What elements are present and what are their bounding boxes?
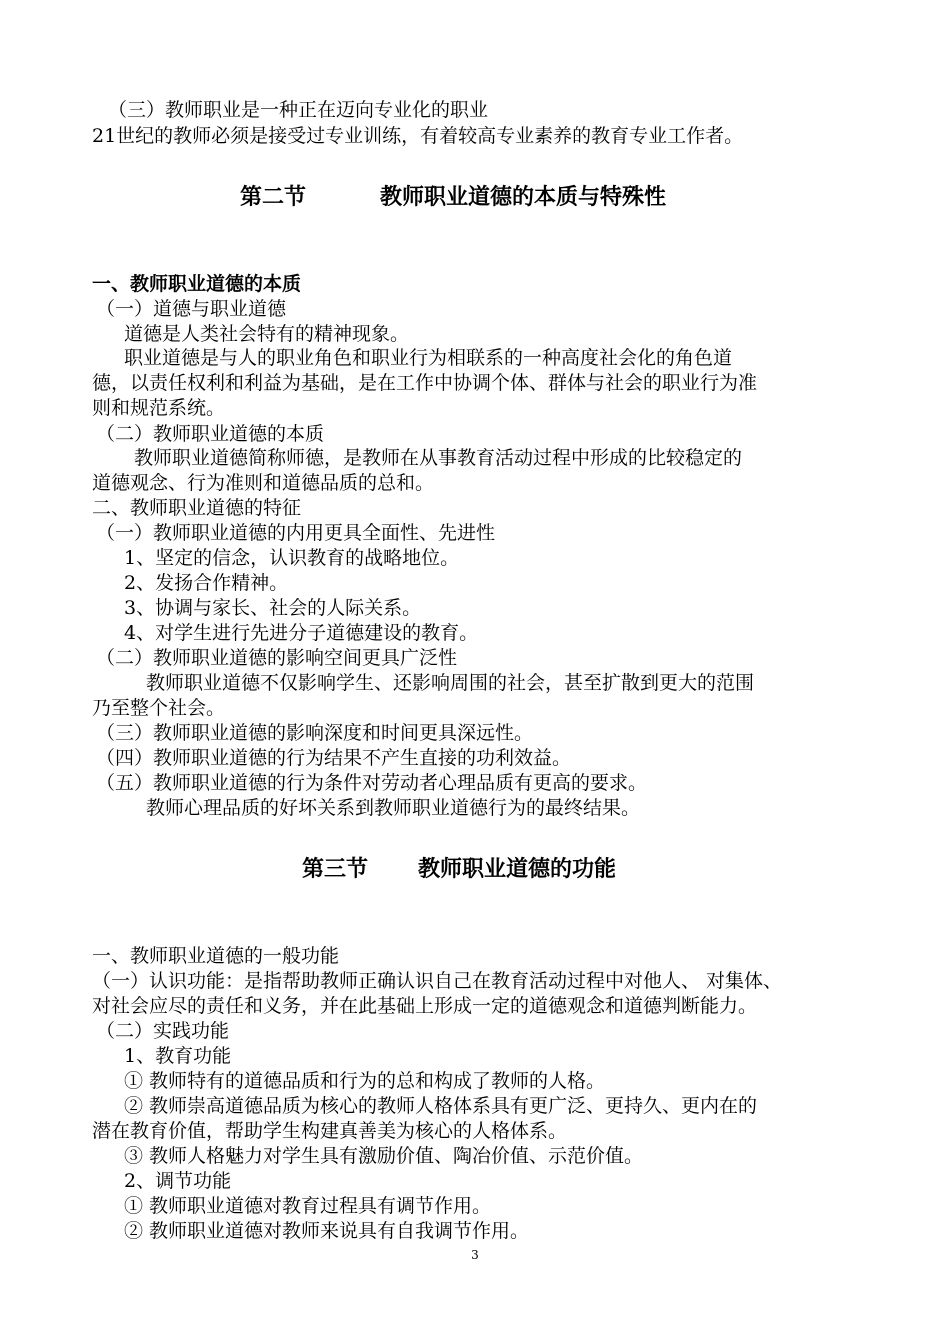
heading-level1: 一、教师职业道德的本质 (92, 273, 302, 295)
text-line: 教师心理品质的好坏关系到教师职业道德行为的最终结果。 (146, 797, 641, 819)
list-item: ① 教师职业道德对教育过程具有调节作用。 (124, 1195, 492, 1217)
list-item: 4、对学生进行先进分子道德建设的教育。 (124, 622, 479, 644)
text-line: 一、教师职业道德的一般功能 (92, 945, 340, 967)
text-line: （三）教师职业是一种正在迈向专业化的职业 (108, 99, 489, 121)
text-line: （一）道德与职业道德 (96, 298, 287, 320)
list-item: 2、发扬合作精神。 (124, 572, 289, 594)
text-line: 德，以责任权利和利益为基础，是在工作中协调个体、群体与社会的职业行为准 (92, 372, 758, 394)
text-line: 职业道德是与人的职业角色和职业行为相联系的一种高度社会化的角色道 (124, 347, 733, 369)
text-line: 对社会应尽的责任和义务，并在此基础上形成一定的道德观念和道德判断能力。 (92, 995, 758, 1017)
section-number: 第二节 (240, 185, 307, 210)
text-line: 二、教师职业道德的特征 (92, 497, 302, 519)
list-item: 1、坚定的信念，认识教育的战略地位。 (124, 547, 460, 569)
section-title: 教师职业道德的本质与特殊性 (380, 185, 667, 210)
list-item: 1、教育功能 (124, 1045, 232, 1067)
text-line: （四）教师职业道德的行为结果不产生直接的功利效益。 (96, 747, 572, 769)
list-item: ① 教师特有的道德品质和行为的总和构成了教师的人格。 (124, 1070, 606, 1092)
section-number: 第三节 (302, 857, 369, 882)
text-line: （二）教师职业道德的本质 (96, 423, 325, 445)
page-number: 3 (471, 1248, 479, 1262)
text-line: 21世纪的教师必须是接受过专业训练，有着较高专业素养的教育专业工作者。 (92, 125, 744, 147)
text-line: 教师职业道德不仅影响学生、还影响周围的社会，甚至扩散到更大的范围 (146, 672, 755, 694)
text-line: （五）教师职业道德的行为条件对劳动者心理品质有更高的要求。 (96, 772, 648, 794)
text-line: （二）实践功能 (96, 1020, 230, 1042)
section-title: 教师职业道德的功能 (418, 857, 617, 882)
text-line: 教师职业道德简称师德，是教师在从事教育活动过程中形成的比较稳定的 (134, 447, 743, 469)
text-line: （三）教师职业道德的影响深度和时间更具深远性。 (96, 722, 534, 744)
text-line: 则和规范系统。 (92, 397, 226, 419)
text-line: （二）教师职业道德的影响空间更具广泛性 (96, 647, 458, 669)
text-line: 乃至整个社会。 (92, 697, 226, 719)
list-item: 2、调节功能 (124, 1170, 232, 1192)
list-item: ② 教师崇高道德品质为核心的教师人格体系具有更广泛、更持久、更内在的 (124, 1095, 758, 1117)
list-item: ② 教师职业道德对教师来说具有自我调节作用。 (124, 1220, 530, 1242)
text-line: 道德观念、行为准则和道德品质的总和。 (92, 472, 435, 494)
text-line: （一）认识功能：是指帮助教师正确认识自己在教育活动过程中对他人、 对集体、 (92, 970, 783, 992)
text-line: （一）教师职业道德的内用更具全面性、先进性 (96, 522, 496, 544)
text-line: 道德是人类社会特有的精神现象。 (124, 323, 410, 345)
text-line: 潜在教育价值，帮助学生构建真善美为核心的人格体系。 (92, 1120, 568, 1142)
list-item: ③ 教师人格魅力对学生具有激励价值、陶冶价值、示范价值。 (124, 1145, 644, 1167)
list-item: 3、协调与家长、社会的人际关系。 (124, 597, 422, 619)
